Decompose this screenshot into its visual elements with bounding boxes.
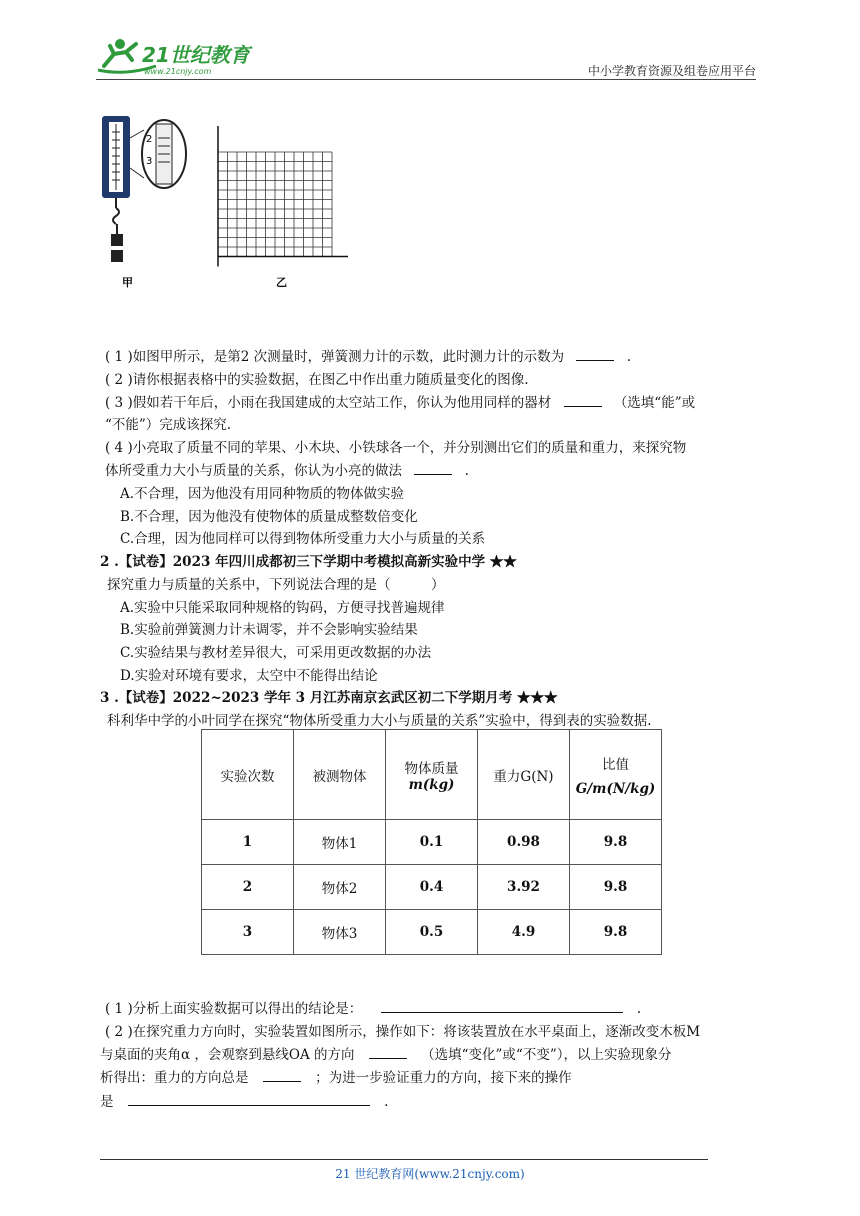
platform-name: 中小学教育资源及组卷应用平台	[587, 64, 756, 78]
q2-stem: 探究重力与质量的关系中，下列说法合理的是（ ）	[107, 577, 445, 593]
logo-title: 21世纪教育	[142, 43, 250, 67]
q1-option-c[interactable]: C.合理，因为他同样可以得到物体所受重力大小与质量的关系	[120, 531, 486, 547]
table-row	[202, 865, 662, 910]
cell-ratio: 9.8	[570, 820, 662, 865]
header-divider	[96, 79, 756, 80]
data-table	[201, 729, 662, 955]
header-object: 被测物体	[294, 730, 386, 820]
magnified-scale-view	[130, 120, 186, 188]
answer-blank[interactable]	[381, 998, 623, 1013]
cell-weight: 3.92	[478, 865, 570, 910]
cell-weight: 0.98	[478, 820, 570, 865]
q1-option-b[interactable]: B.不合理，因为他没有使物体的质量成整数倍变化	[120, 509, 418, 525]
q2-option-b[interactable]: B.实验前弹簧测力计未调零，并不会影响实验结果	[120, 622, 418, 638]
scale-mark-3: 3	[146, 156, 153, 167]
figure-spring-scale-and-grid	[100, 108, 420, 298]
header-trial: 实验次数	[202, 730, 294, 820]
cell-object: 物体1	[294, 820, 386, 865]
header-mass: 物体质量 m(kg)	[386, 730, 478, 820]
header-weight: 重力G(N)	[478, 730, 570, 820]
scale-mark-2: 2	[146, 134, 153, 145]
answer-blank[interactable]	[414, 460, 452, 475]
q1-part4b: 体所受重力大小与质量的关系，你认为小亮的做法 .	[105, 460, 469, 482]
cell-object: 物体2	[294, 865, 386, 910]
table-header-row	[202, 730, 662, 820]
q1-option-a[interactable]: A.不合理，因为他没有用同种物质的物体做实验	[120, 486, 405, 502]
spring-scale-image	[102, 116, 130, 262]
q3-part2c: 析得出：重力的方向总是 ；为进一步验证重力的方向，接下来的操作	[100, 1067, 572, 1089]
cell-weight: 4.9	[478, 910, 570, 955]
cell-ratio: 9.8	[570, 910, 662, 955]
header-ratio: 比值 G/m(N/kg)	[570, 730, 662, 820]
footer-divider	[100, 1159, 708, 1160]
cell-ratio: 9.8	[570, 865, 662, 910]
q2-option-d[interactable]: D.实验对环境有要求，太空中不能得出结论	[120, 668, 378, 684]
q3-part2d: 是 .	[100, 1091, 388, 1113]
answer-blank[interactable]	[576, 346, 614, 361]
table-row	[202, 910, 662, 955]
q3-title: 3 .【试卷】2022~2023 学年 3 月江苏南京玄武区初二下学期月考 ★★★	[100, 690, 558, 706]
q1-part3b: “不能”）完成该探究.	[105, 417, 232, 433]
cell-trial: 3	[202, 910, 294, 955]
cell-mass: 0.1	[386, 820, 478, 865]
site-logo	[96, 36, 266, 80]
q1-part3a: ( 3 )假如若干年后，小雨在我国建成的太空站工作，你认为他用同样的器材 （选填“能”或	[105, 392, 695, 414]
blank-grid-chart	[218, 126, 348, 267]
q3-part2b: 与桌面的夹角α ，会观察到悬线OA 的方向 （选填“变化”或“不变”），以上实验现象分	[100, 1044, 671, 1066]
cell-mass: 0.4	[386, 865, 478, 910]
cell-mass: 0.5	[386, 910, 478, 955]
q1-part1: ( 1 )如图甲所示，是第2 次测量时，弹簧测力计的示数，此时测力计的示数为 .	[105, 346, 631, 368]
table-row	[202, 820, 662, 865]
answer-blank[interactable]	[564, 392, 602, 407]
cell-object: 物体3	[294, 910, 386, 955]
q2-option-a[interactable]: A.实验中只能采取同种规格的钩码，方便寻找普遍规律	[120, 600, 445, 616]
cell-trial: 1	[202, 820, 294, 865]
q2-option-c[interactable]: C.实验结果与教材差异很大，可采用更改数据的办法	[120, 645, 432, 661]
cell-trial: 2	[202, 865, 294, 910]
answer-blank[interactable]	[128, 1091, 370, 1106]
q3-part2a: ( 2 )在探究重力方向时，实验装置如图所示，操作如下：将该装置放在水平桌面上，逐渐改变木板M	[105, 1024, 701, 1040]
q1-part4a: ( 4 )小亮取了质量不同的苹果、小木块、小铁球各一个，并分别测出它们的质量和重力，来探究物	[105, 440, 687, 456]
q3-stem: 科利华中学的小叶同学在探究“物体所受重力大小与质量的关系”实验中，得到表的实验数据.	[107, 713, 652, 729]
figure-label-b: 乙	[276, 276, 287, 289]
q3-part1: ( 1 )分析上面实验数据可以得出的结论是： .	[105, 998, 641, 1020]
footer-link[interactable]: 21 世纪教育网(www.21cnjy.com)	[335, 1167, 525, 1181]
answer-blank[interactable]	[369, 1044, 407, 1059]
figure-label-a: 甲	[122, 276, 133, 289]
q1-part2: ( 2 )请你根据表格中的实验数据，在图乙中作出重力随质量变化的图像.	[105, 372, 529, 388]
answer-blank[interactable]	[263, 1067, 301, 1082]
q2-title: 2 .【试卷】2023 年四川成都初三下学期中考模拟高新实验中学 ★★	[100, 554, 517, 570]
logo-url: www.21cnjy.com	[144, 67, 212, 76]
